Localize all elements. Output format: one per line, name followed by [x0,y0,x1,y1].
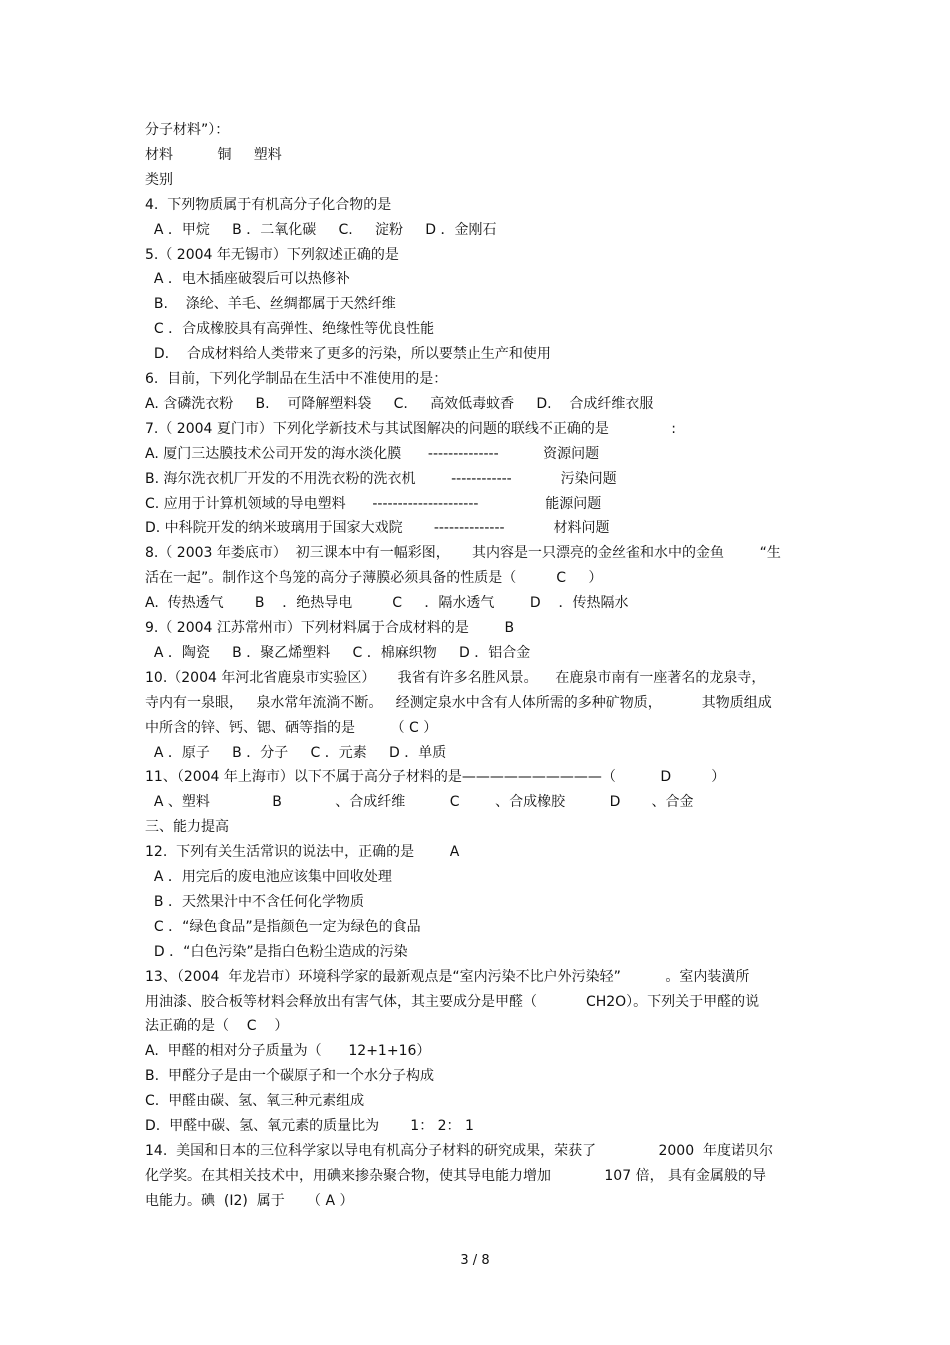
text-line: 13、（2004 年龙岩市）环境科学家的最新观点是“室内污染不比户外污染轻” 。室内装潢所 [145,969,750,985]
text-line: D. 合成材料给人类带来了更多的污染，所以要禁止生产和使用 [145,346,551,362]
text-line: 用油漆、胶合板等材料会释放出有害气体，其主要成分是甲醛（ CH2O）。下列关于甲醛的说 [145,994,760,1010]
text-line: A ．甲烷 B ．二氧化碳 C. 淀粉 D ．金刚石 [145,222,497,238]
text-line: D. 中科院开发的纳米玻璃用于国家大戏院 -------------- 材料问题 [145,520,610,536]
text-line: 法正确的是（ C ） [145,1018,289,1034]
text-line: A ．用完后的废电池应该集中回收处理 [145,869,392,885]
text-line: C ．合成橡胶具有高弹性、绝缘性等优良性能 [145,321,435,337]
text-line: 8.（ 2003 年娄底市） 初三课本中有一幅彩图， 其内容是一只漂亮的金丝雀和水中的金鱼 “生 [145,545,781,561]
text-line: A. 含磷洗衣粉 B. 可降解塑料袋 C. 高效低毒蚊香 D. 合成纤维衣服 [145,396,654,412]
text-line: A ．电木插座破裂后可以热修补 [145,271,350,287]
text-line: A. 甲醛的相对分子质量为（ 12+1+16） [145,1043,431,1059]
text-line: D. 甲醛中碳、氢、氧元素的质量比为 1： 2： 1 [145,1118,474,1134]
text-line: 中所含的锌、钙、锶、硒等指的是 （ C ） [145,720,438,736]
text-line: D ．“白色污染”是指白色粉尘造成的污染 [145,944,408,960]
text-line: 9.（ 2004 江苏常州市）下列材料属于合成材料的是 B [145,620,515,636]
text-line: A. 厦门三达膜技术公司开发的海水淡化膜 -------------- 资源问题 [145,446,600,462]
text-line: 5.（ 2004 年无锡市）下列叙述正确的是 [145,247,399,263]
text-line: 活在一起”。制作这个鸟笼的高分子薄膜必须具备的性质是（ C ） [145,570,603,586]
text-line: 类别 [145,172,173,188]
text-line: 分子材料”）： [145,122,230,138]
text-line: C. 甲醛由碳、氢、氧三种元素组成 [145,1093,365,1109]
text-line: 6. 目前，下列化学制品在生活中不准使用的是： [145,371,448,387]
text-line: 14. 美国和日本的三位科学家以导电有机高分子材料的研究成果，荣获了 2000 年度诺贝尔 [145,1143,773,1159]
text-line: 12. 下列有关生活常识的说法中，正确的是 A [145,844,460,860]
text-line: A. 传热透气 B ．绝热导电 C ．隔水透气 D ．传热隔水 [145,595,629,611]
text-line: 三、能力提高 [145,819,229,835]
text-line: 寺内有一泉眼， 泉水常年流淌不断。 经测定泉水中含有人体所需的多种矿物质， 其物质组成 [145,695,772,711]
text-line: A 、塑料 B 、合成纤维 C 、合成橡胶 D 、合金 [145,794,694,810]
text-line: C. 应用于计算机领域的导电塑料 --------------------- 能源问题 [145,496,602,512]
text-line: 电能力。碘 (I2) 属于 （ A ） [145,1193,354,1209]
text-line: 11、（2004 年上海市）以下不属于高分子材料的是——————————（ D ） [145,769,726,785]
text-line: A ．原子 B ．分子 C ．元素 D ．单质 [145,745,447,761]
text-line: 10.（2004 年河北省鹿泉市实验区） 我省有许多名胜风景。 在鹿泉市南有一座著名的龙泉寺， [145,670,766,686]
text-line: C ．“绿色食品”是指颜色一定为绿色的食品 [145,919,421,935]
text-line: 材料 铜 塑料 [145,147,282,163]
text-line: 7.（ 2004 夏门市）下列化学新技术与其试图解决的问题的联线不正确的是 : [145,421,676,437]
page-number: 3 / 8 [460,1253,490,1268]
text-line: A ．陶瓷 B ．聚乙烯塑料 C ．棉麻织物 D ．铝合金 [145,645,531,661]
text-line: 化学奖。在其相关技术中，用碘来掺杂聚合物，使其导电能力增加 107 倍， 具有金属般的导 [145,1168,767,1184]
text-line: B ．天然果汁中不含任何化学物质 [145,894,364,910]
text-line: 4. 下列物质属于有机高分子化合物的是 [145,197,392,213]
text-line: B. 涤纶、羊毛、丝绸都属于天然纤维 [145,296,396,312]
text-line: B. 海尔洗衣机厂开发的不用洗衣粉的洗衣机 ------------ 污染问题 [145,471,617,487]
text-line: B. 甲醛分子是由一个碳原子和一个水分子构成 [145,1068,434,1084]
